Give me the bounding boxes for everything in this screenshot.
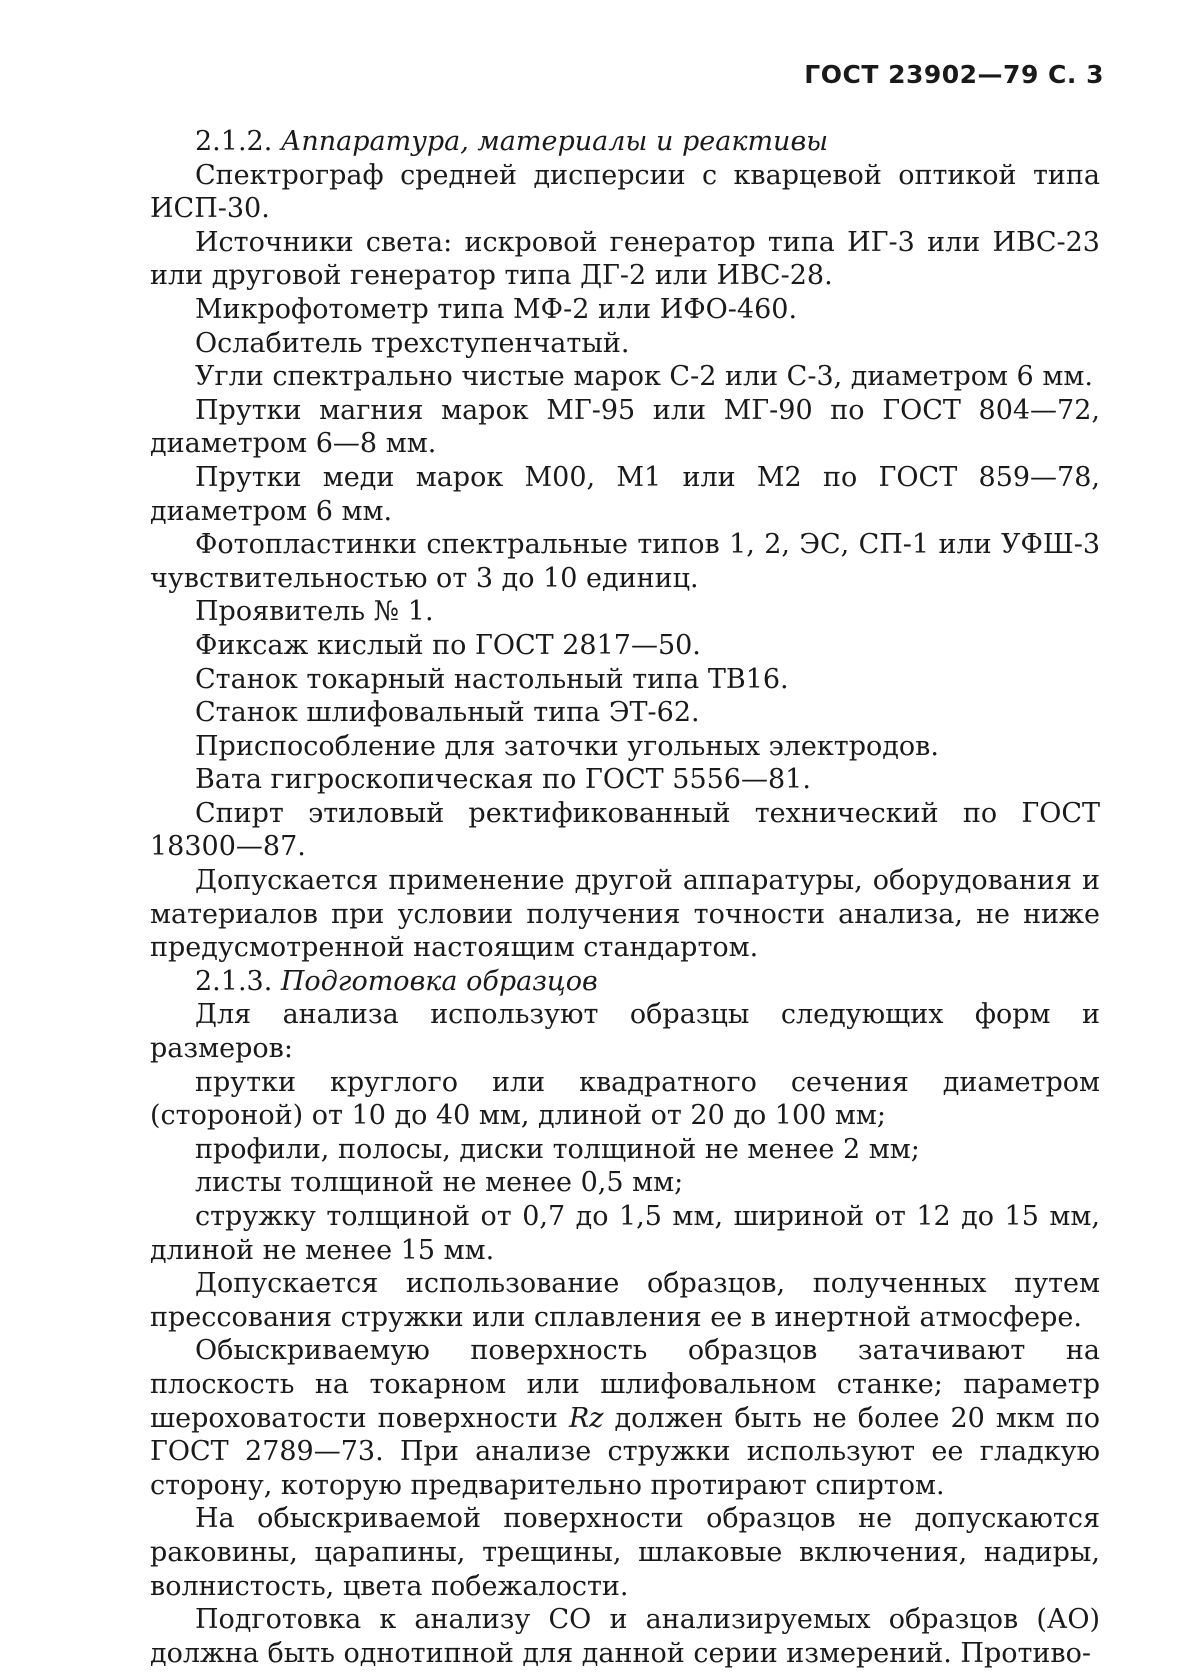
paragraph: Проявитель № 1. [195, 596, 434, 628]
section-heading-2-1-2 [150, 125, 1100, 159]
section-number: 2.1.2. [195, 126, 273, 157]
paragraph [150, 1334, 1100, 1502]
section-title: Аппаратура, материалы и реактивы [280, 126, 829, 157]
document-body [150, 125, 1100, 1670]
paragraph: Станок токарный настольный типа ТВ16. [195, 663, 789, 695]
text-run: Обыскриваемую поверхность образцов затачивают на плоскость на токарном или шлифовальном станке; параметр шероховатости поверхности [150, 1335, 1100, 1434]
paragraph: Прутки меди марок М00, М1 или М2 по ГОСТ 859—78, диаметром 6 мм. [150, 461, 1100, 527]
list-item: листы толщиной не менее 0,5 мм; [195, 1167, 684, 1199]
document-page [150, 60, 1104, 1670]
paragraph: Приспособление для заточки угольных электродов. [195, 730, 939, 762]
list-item: профили, полосы, диски толщиной не менее 2 мм; [195, 1133, 920, 1165]
text-run: должен быть не более 20 мкм по ГОСТ 2789—73. При анализе стружки используют ее гладкую сторону, которую предварительно протирают спиртом. [150, 1402, 1100, 1501]
paragraph: Допускается использование образцов, полученных путем прессования стружки или сплавления ее в инертной атмосфере. [150, 1268, 1100, 1333]
paragraph: Угли спектрально чистые марок С-2 или С-3, диаметром 6 мм. [195, 361, 1093, 393]
paragraph: Станок шлифовальный типа ЭТ-62. [195, 697, 700, 729]
paragraph: На обыскриваемой поверхности образцов не допускаются раковины, царапины, трещины, шлаковые включения, надиры, волнистость, цвета побежалости. [150, 1503, 1100, 1602]
section-heading-2-1-3 [150, 965, 1100, 999]
list-item: стружку толщиной от 0,7 до 1,5 мм, шириной от 12 до 15 мм, длиной не менее 15 мм. [150, 1201, 1100, 1266]
paragraph: Источники света: искровой генератор типа ИГ-3 или ИВС-23 или друговой генератор типа ДГ-2 или ИВС-28. [150, 226, 1100, 292]
paragraph: Фиксаж кислый по ГОСТ 2817—50. [195, 629, 701, 661]
paragraph: Для анализа используют образцы следующих форм и размеров: [150, 999, 1100, 1065]
paragraph: Фотопластинки спектральные типов 1, 2, ЭС, СП-1 или УФШ-3 чувствительностью от 3 до 10 единиц. [150, 529, 1100, 594]
list-item: прутки круглого или квадратного сечения диаметром (стороной) от 10 до 40 мм, длиной от 20 до 100 мм; [150, 1066, 1100, 1132]
paragraph: Спектрограф средней дисперсии с кварцевой оптикой типа ИСП-30. [150, 159, 1100, 225]
running-header: ГОСТ 23902—79 С. 3 [804, 60, 1104, 89]
section-number: 2.1.3. [195, 965, 273, 997]
paragraph: Ослабитель трехступенчатый. [195, 327, 630, 359]
paragraph: Вата гигроскопическая по ГОСТ 5556—81. [195, 764, 811, 796]
section-title: Подготовка образцов [280, 965, 598, 997]
paragraph: Допускается применение другой аппаратуры, оборудования и материалов при условии получения точности анализа, не ниже предусмотренной настоящим стандартом. [150, 865, 1100, 964]
paragraph: Прутки магния марок МГ-95 или МГ-90 по ГОСТ 804—72, диаметром 6—8 мм. [150, 394, 1100, 460]
paragraph: Подготовка к анализу СО и анализируемых образцов (АО) должна быть однотипной для данной серии измерений. Противо- [150, 1604, 1100, 1669]
roughness-symbol: Rz [568, 1402, 604, 1434]
paragraph: Микрофотометр типа МФ-2 или ИФО-460. [195, 293, 798, 325]
paragraph: Спирт этиловый ректификованный технический по ГОСТ 18300—87. [150, 797, 1100, 863]
